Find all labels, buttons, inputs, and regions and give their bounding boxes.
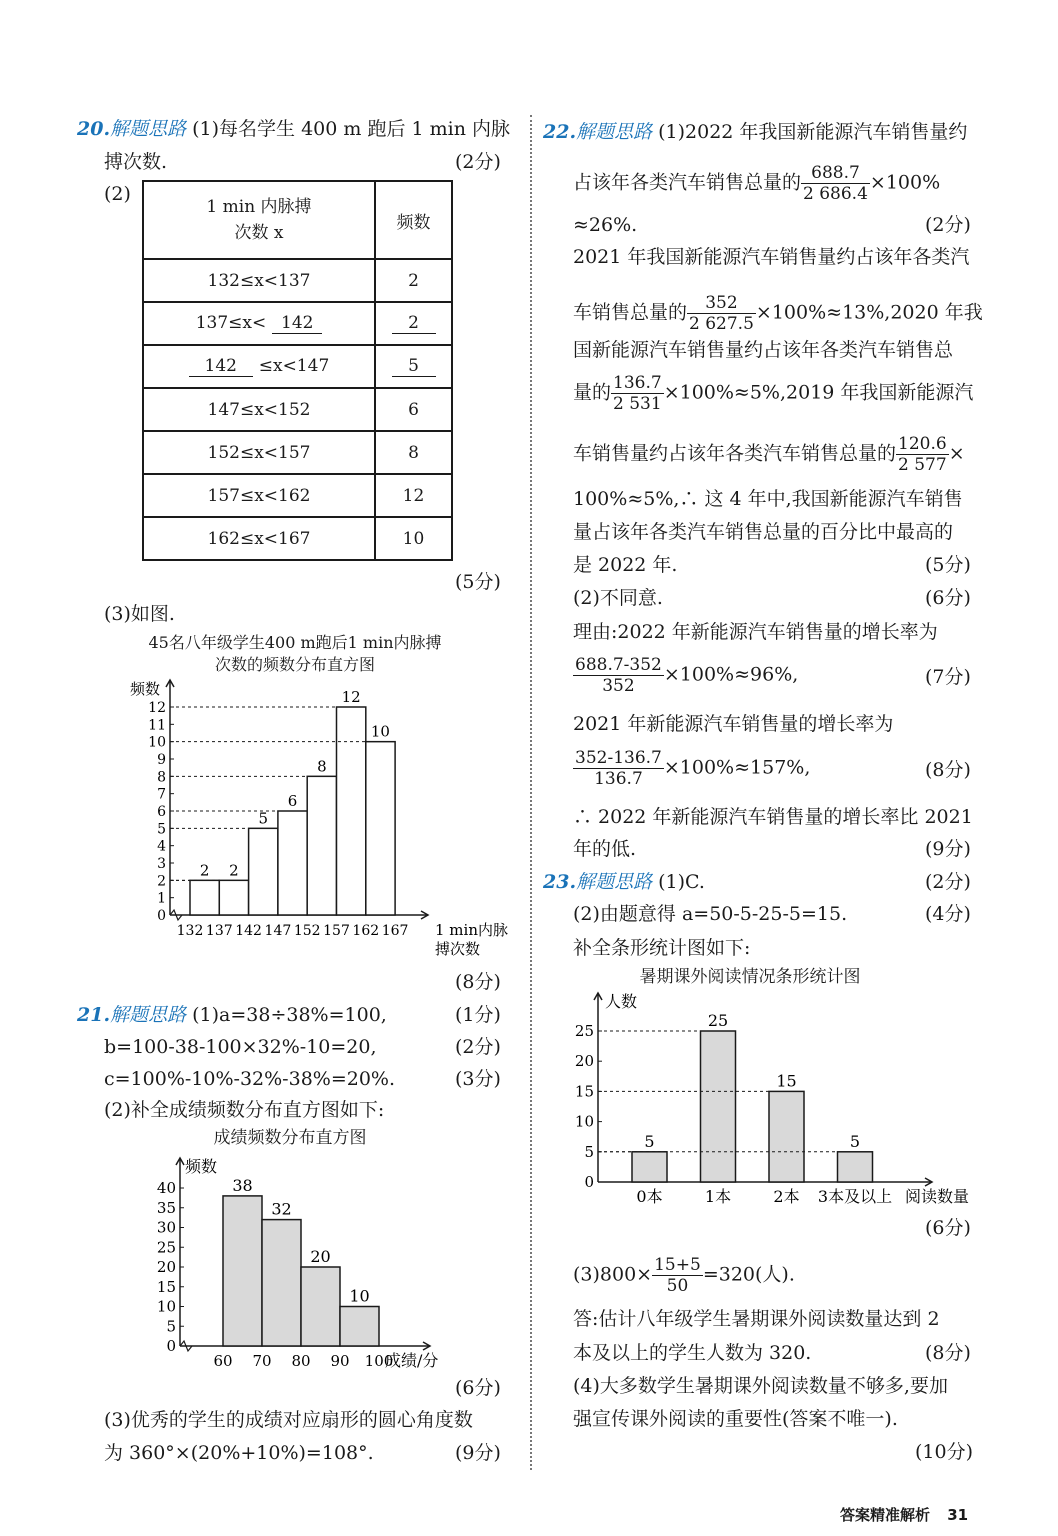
chart3-reading-bar-chart (560, 985, 995, 1210)
q22-line7-tail: ×100%≈5%,2019 年我国新能源汽 (663, 381, 974, 404)
q22-fraction-1 (801, 163, 870, 204)
q21-line5: (3)优秀的学生的成绩对应扇形的圆心角度数 (104, 1409, 473, 1431)
x-tick-label: 70 (252, 1352, 272, 1370)
bar (632, 1152, 667, 1182)
chart3-title: 暑期课外阅读情况条形统计图 (639, 967, 861, 987)
table-row (143, 388, 452, 431)
q20-part3-points: (8分) (455, 971, 501, 993)
table-cell-frequency (375, 345, 452, 388)
table-row (143, 302, 452, 345)
bar (307, 776, 336, 915)
q22-line16-tail: ×100%≈157%, (663, 756, 811, 779)
q22-hint-label: 解题思路 (576, 121, 653, 143)
table-header-range-line2: 次数 x (234, 223, 284, 243)
q20-part3-label: (3)如图. (104, 603, 175, 625)
y-axis-label: 人数 (605, 992, 638, 1011)
fraction-numerator: 352-136.7 (575, 748, 662, 768)
q22-line5 (573, 293, 983, 334)
fraction-denominator: 352 (602, 676, 635, 696)
q20-number: 20. (77, 118, 111, 140)
table-cell-range (143, 302, 375, 345)
chart1-title-line2: 次数的频数分布直方图 (214, 655, 375, 674)
x-axis-label: 阅读数量 (905, 1187, 970, 1206)
q20-part1-text-2: 搏次数. (104, 151, 168, 173)
q21-line1-points: (1分) (455, 1004, 501, 1026)
q23-line1-points: (2分) (925, 871, 971, 893)
bar (190, 880, 219, 915)
q22-fraction-4 (896, 434, 949, 475)
x-category-label: 0本 (636, 1187, 663, 1206)
x-axis-label: 1 min内脉 (435, 921, 508, 939)
x-tick-label: 132 (176, 923, 204, 939)
q22-number: 22. (543, 121, 577, 143)
q22-line16-points: (8分) (925, 759, 971, 781)
x-tick-label: 157 (323, 923, 350, 939)
data-label: 2 (229, 861, 239, 880)
x-tick-label: 60 (213, 1352, 233, 1370)
q21-line4-points: (6分) (455, 1377, 501, 1399)
fraction-numerator: 688.7 (801, 163, 870, 184)
data-label: 8 (317, 757, 327, 776)
q22-fraction-3 (611, 373, 664, 414)
q23-heading (543, 870, 705, 894)
bar (301, 1267, 340, 1346)
q20-part1-points: (2分) (455, 151, 501, 173)
table-cell-range: 162≤x<167 (143, 517, 375, 560)
x-tick-label: 100 (364, 1352, 394, 1370)
bar (337, 707, 366, 915)
data-label: 5 (644, 1131, 655, 1151)
q22-line15: 2021 年新能源汽车销售量的增长率为 (573, 713, 894, 735)
data-label: 15 (776, 1071, 797, 1091)
table-header-range-line1: 1 min 内脉搏 (206, 197, 312, 217)
page-footer (840, 1504, 968, 1525)
q23-line3-points: (6分) (925, 1217, 971, 1239)
x-tick-label: 167 (381, 923, 409, 939)
table-cell-range: 132≤x<137 (143, 259, 375, 302)
q21-number: 21. (77, 1004, 111, 1026)
y-axis-label: 频数 (130, 680, 161, 698)
q22-line17: ∴ 2022 年新能源汽车销售量的增长率比 2021 (573, 806, 973, 828)
column-divider (530, 115, 532, 1470)
fraction-numerator: 15+5 (654, 1255, 701, 1275)
x-tick-label: 147 (264, 923, 292, 939)
q22-line14 (573, 655, 798, 696)
chart2-score-histogram (130, 1150, 480, 1375)
x-tick-label: 142 (235, 923, 262, 939)
y-tick-label: 5 (584, 1142, 594, 1161)
bar (219, 880, 248, 915)
data-label: 20 (310, 1247, 331, 1266)
y-tick-label: 6 (157, 804, 166, 820)
frequency-filled-blank: 2 (392, 313, 436, 334)
data-label: 25 (707, 1011, 729, 1030)
data-label: 5 (849, 1131, 861, 1151)
y-tick-label: 15 (156, 1277, 176, 1296)
q22-line7 (573, 373, 973, 414)
y-tick-label: 35 (156, 1198, 176, 1217)
q22-line7-text: 量的 (573, 381, 612, 404)
range-filled-blank: 142 (272, 313, 322, 334)
q21-line6-points: (9分) (455, 1442, 501, 1464)
q22-line2-text: 占该年各类汽车销售总量的 (573, 171, 802, 194)
q22-line2-tail: ×100% (869, 171, 941, 194)
q23-line4-tail: =320(人). (702, 1263, 795, 1286)
q22-line5-tail: ×100%≈13%,2020 年我 (755, 301, 983, 324)
q22-line14-points: (7分) (925, 666, 971, 688)
q23-line2: (2)由题意得 a=50-5-25-5=15. (573, 903, 848, 925)
q20-part2-points: (5分) (455, 571, 501, 593)
table-cell-frequency: 10 (375, 517, 452, 560)
q22-heading (543, 120, 967, 144)
q23-line1: (1)C. (658, 871, 705, 893)
table-cell-range: 157≤x<162 (143, 474, 375, 517)
q23-hint-label: 解题思路 (576, 871, 653, 893)
q22-line3: ≈26%. (573, 214, 638, 236)
q21-hint-label: 解题思路 (110, 1004, 187, 1026)
q22-line16 (573, 748, 810, 789)
data-label: 2 (199, 861, 210, 880)
y-tick-label: 10 (156, 1297, 176, 1316)
table-cell-frequency: 2 (375, 259, 452, 302)
table-row (143, 345, 452, 388)
fraction-numerator: 352 (687, 293, 756, 314)
q23-line8-points: (10分) (915, 1441, 974, 1463)
x-tick-label: 137 (205, 923, 233, 939)
data-label: 10 (349, 1286, 370, 1306)
q23-line7: (4)大多数学生暑期课外阅读数量不够多,要加 (573, 1375, 948, 1397)
table-row (143, 517, 452, 560)
q22-line18-points: (9分) (925, 838, 971, 860)
bar (340, 1307, 379, 1347)
q21-line4: (2)补全成绩频数分布直方图如下: (104, 1099, 385, 1121)
range-filled-blank: 142 (189, 356, 253, 377)
q22-line12-points: (6分) (925, 587, 971, 609)
x-category-label: 1本 (704, 1187, 732, 1206)
q23-line6: 本及以上的学生人数为 320. (573, 1342, 812, 1364)
fraction-denominator: 2 627.5 (689, 314, 754, 334)
bar (366, 742, 395, 915)
q22-fraction-2 (687, 293, 756, 334)
q22-line8-text: 车销售量约占该年各类汽车销售总量的 (573, 442, 897, 465)
y-tick-label: 20 (156, 1258, 176, 1276)
q22-fraction-5 (573, 655, 664, 696)
q22-line10: 量占该年各类汽车销售总量的百分比中最高的 (573, 521, 954, 543)
q22-fraction-6 (573, 748, 664, 789)
bar (769, 1091, 804, 1182)
y-tick-label: 2 (157, 873, 166, 890)
data-label: 38 (232, 1175, 253, 1195)
y-tick-label: 10 (574, 1112, 594, 1131)
q22-line2 (573, 163, 940, 204)
y-axis-label: 频数 (185, 1157, 218, 1176)
y-tick-label: 15 (574, 1082, 594, 1101)
x-tick-label: 162 (352, 923, 380, 939)
table-cell-frequency: 8 (375, 431, 452, 474)
q21-line2: b=100-38-100×32%-10=20, (104, 1036, 377, 1058)
data-label: 10 (370, 722, 390, 741)
y-tick-label: 25 (574, 1022, 594, 1040)
y-tick-label: 0 (166, 1337, 176, 1355)
q22-line6: 国新能源汽车销售量约占该年各类汽车销售总 (573, 339, 954, 361)
y-tick-label: 8 (157, 769, 166, 786)
y-tick-label: 9 (157, 752, 166, 768)
q23-line5: 答:估计八年级学生暑期课外阅读数量达到 2 (573, 1308, 940, 1330)
q20-part2-label: (2) (104, 183, 131, 205)
q22-line14-tail: ×100%≈96%, (663, 663, 799, 686)
q22-line12: (2)不同意. (573, 587, 663, 609)
table-row (143, 259, 452, 302)
q20-frequency-table (142, 180, 453, 561)
data-label: 12 (341, 688, 361, 706)
q23-line4 (573, 1255, 795, 1296)
q23-line2-points: (4分) (925, 903, 971, 925)
q23-line6-points: (8分) (925, 1342, 971, 1364)
y-tick-label: 0 (584, 1173, 594, 1191)
table-cell-frequency: 6 (375, 388, 452, 431)
x-axis-label: 成绩/分 (385, 1351, 439, 1370)
x-tick-label: 80 (291, 1352, 311, 1370)
x-tick-label: 152 (293, 923, 321, 939)
frequency-filled-blank: 5 (392, 356, 436, 377)
page-number: 31 (947, 1506, 969, 1524)
data-label: 6 (287, 792, 298, 810)
q22-line11: 是 2022 年. (573, 554, 678, 576)
q23-line3: 补全条形统计图如下: (573, 937, 751, 959)
q21-line2-points: (2分) (455, 1036, 501, 1058)
fraction-numerator: 688.7-352 (575, 655, 662, 675)
table-cell-frequency: 12 (375, 474, 452, 517)
q22-line9: 100%≈5%,∴ 这 4 年中,我国新能源汽车销售 (573, 488, 963, 510)
fraction-denominator: 50 (666, 1276, 689, 1296)
fraction-denominator: 136.7 (594, 769, 643, 789)
range-suffix: ≤x<147 (258, 356, 330, 376)
y-tick-label: 11 (148, 717, 166, 734)
q20-hint-label: 解题思路 (110, 118, 187, 140)
q23-fraction (652, 1255, 703, 1296)
fraction-denominator: 2 577 (898, 455, 947, 475)
bar (701, 1031, 736, 1182)
q22-line4: 2021 年我国新能源汽车销售量约占该年各类汽 (573, 246, 970, 268)
table-cell-range: 152≤x<157 (143, 431, 375, 474)
fraction-denominator: 2 531 (613, 394, 662, 414)
bar (278, 811, 307, 915)
chart2-title: 成绩频数分布直方图 (213, 1128, 367, 1148)
table-row (143, 431, 452, 474)
q21-line6: 为 360°×(20%+10%)=108°. (104, 1442, 374, 1464)
q22-line5-text: 车销售总量的 (573, 301, 688, 324)
q20-part1-text: (1)每名学生 400 m 跑后 1 min 内脉 (192, 118, 510, 140)
q23-line4-text: (3)800× (573, 1263, 653, 1286)
chart1-pulse-histogram (110, 670, 520, 975)
data-label: 32 (271, 1199, 292, 1219)
bar (262, 1220, 301, 1346)
bar (249, 828, 278, 915)
q22-line11-points: (5分) (925, 554, 971, 576)
footer-label: 答案精准解析 (840, 1506, 931, 1524)
q21-line3: c=100%-10%-32%-38%=20%. (104, 1068, 396, 1090)
y-tick-label: 7 (157, 786, 166, 803)
q20-heading (77, 117, 510, 141)
q22-line13: 理由:2022 年新能源汽车销售量的增长率为 (573, 621, 938, 643)
fraction-numerator: 136.7 (613, 373, 662, 393)
y-tick-label: 20 (574, 1052, 594, 1071)
table-header-range (143, 181, 375, 259)
q23-number: 23. (543, 871, 577, 893)
bar (223, 1196, 262, 1346)
y-tick-label: 10 (148, 734, 166, 751)
fraction-numerator: 120.6 (898, 434, 947, 454)
table-row (143, 474, 452, 517)
y-tick-label: 25 (156, 1238, 176, 1257)
y-tick-label: 5 (157, 821, 166, 838)
q21-line1: (1)a=38÷38%=100, (192, 1004, 387, 1026)
chart1-title-line1: 45名八年级学生400 m跑后1 min内脉搏 (148, 633, 442, 652)
y-tick-label: 40 (156, 1179, 176, 1197)
range-prefix: 137≤x< (195, 313, 267, 333)
q22-line1: (1)2022 年我国新能源汽车销售量约 (658, 121, 968, 143)
fraction-denominator: 2 686.4 (803, 184, 868, 204)
table-cell-frequency (375, 302, 452, 345)
q22-line18: 年的低. (573, 838, 637, 860)
q21-heading (77, 1003, 387, 1027)
bar (838, 1152, 873, 1182)
table-cell-range (143, 345, 375, 388)
y-tick-label: 30 (156, 1218, 176, 1237)
q22-line8-tail: × (948, 442, 965, 465)
y-tick-label: 4 (157, 838, 166, 855)
q22-line3-points: (2分) (925, 214, 971, 236)
q23-line8: 强宣传课外阅读的重要性(答案不唯一). (573, 1408, 898, 1430)
y-tick-label: 0 (157, 908, 166, 924)
x-category-label: 2本 (773, 1187, 800, 1206)
table-cell-range: 147≤x<152 (143, 388, 375, 431)
q21-line3-points: (3分) (455, 1068, 501, 1090)
y-tick-label: 5 (166, 1317, 176, 1336)
data-label: 5 (258, 809, 269, 828)
x-category-label: 3本及以上 (817, 1187, 893, 1206)
y-tick-label: 1 (157, 890, 166, 907)
x-axis-label: 搏次数 (435, 940, 481, 958)
x-tick-label: 90 (330, 1352, 350, 1370)
y-tick-label: 12 (148, 700, 166, 716)
y-tick-label: 3 (157, 856, 166, 872)
table-header-frequency: 频数 (375, 181, 452, 259)
q22-line8 (573, 434, 965, 475)
